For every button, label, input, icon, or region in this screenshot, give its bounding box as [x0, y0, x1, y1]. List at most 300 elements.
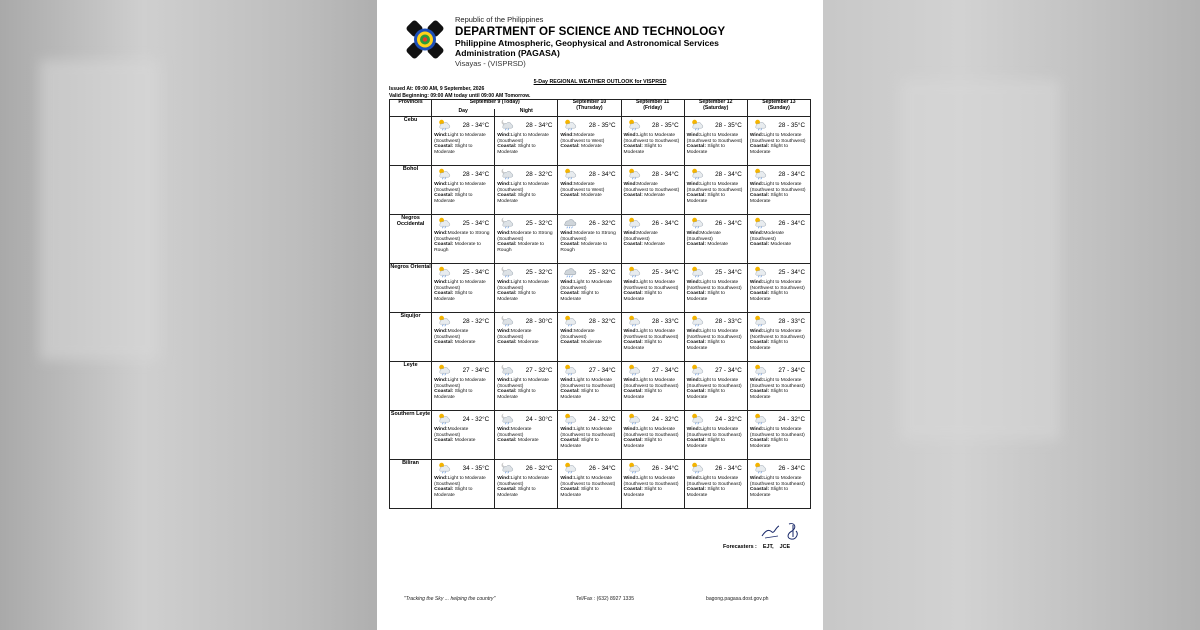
temperature-range: 28 - 34°C [588, 171, 616, 178]
temperature-range: 28 - 34°C [525, 122, 553, 129]
coastal-value: Slight to Moderate [623, 487, 662, 499]
coastal-forecast [624, 291, 683, 302]
coastal-label: Coastal: [434, 144, 454, 150]
coastal-label: Coastal: [560, 487, 580, 493]
forecast-cell [684, 460, 747, 509]
temperature-range: 28 - 32°C [588, 318, 616, 325]
night-cloud-rain-icon [499, 413, 515, 425]
table-row [390, 264, 811, 313]
coastal-value: Slight to Moderate [686, 340, 725, 352]
coastal-value: Slight to Moderate [623, 144, 662, 156]
coastal-label: Coastal: [560, 438, 580, 444]
wind-value: Light to Moderate (Southwest) [434, 133, 486, 144]
wind-forecast [434, 133, 493, 144]
coastal-label: Coastal: [686, 438, 706, 444]
partly-cloudy-rain-icon [689, 413, 705, 425]
night-header: Night [495, 109, 558, 117]
coastal-forecast [434, 438, 493, 444]
coastal-value: Moderate [517, 340, 539, 346]
wind-label: Wind: [560, 378, 574, 383]
wind-label: Wind: [623, 476, 638, 481]
wind-label: Wind: [749, 378, 764, 383]
wind-value: Light to Moderate (Southwest to Southeast) [686, 476, 742, 487]
region-label: Visayas - (VISPRSD) [455, 59, 526, 69]
temperature-range: 26 - 34°C [588, 465, 616, 472]
coastal-value: Slight to Moderate [686, 487, 725, 499]
partly-cloudy-rain-icon [626, 266, 642, 278]
wind-forecast [497, 329, 556, 340]
wind-forecast [624, 427, 683, 438]
coastal-label: Coastal: [497, 389, 517, 395]
wind-label: Wind: [560, 329, 574, 334]
wind-forecast [560, 280, 619, 291]
forecasters-line: Forecasters : EJT, JCE [723, 544, 791, 550]
coastal-label: Coastal: [434, 193, 454, 199]
coastal-value: Slight to Moderate [749, 291, 789, 303]
wind-value: Light to Moderate (Southwest to Southeast) [749, 427, 805, 438]
coastal-value: Slight to Moderate [560, 291, 599, 303]
coastal-value: Slight to Moderate [749, 389, 789, 401]
temperature-range: 28 - 32°C [525, 171, 553, 178]
coastal-label: Coastal: [560, 144, 580, 150]
coastal-value: Slight to Moderate [749, 193, 789, 205]
coastal-forecast [434, 340, 493, 346]
partly-cloudy-rain-icon [626, 462, 642, 474]
province-name: Negros Oriental [390, 264, 432, 313]
forecast-cell [747, 264, 810, 313]
temperature-range: 28 - 35°C [778, 122, 805, 129]
wind-value: Light to Moderate (Southwest) [434, 182, 486, 193]
forecast-cell [495, 411, 558, 460]
coastal-label: Coastal: [686, 193, 706, 199]
partly-cloudy-rain-icon [626, 315, 642, 327]
background-patch [900, 80, 1060, 440]
wind-forecast [560, 133, 619, 144]
dost-logo-icon [405, 19, 445, 61]
wind-label: Wind: [686, 280, 701, 285]
forecast-cell [432, 264, 495, 313]
night-cloud-rain-icon [499, 217, 515, 229]
wind-forecast [497, 476, 556, 487]
wind-label: Wind: [686, 476, 701, 481]
agency-line-2: Administration (PAGASA) [455, 47, 560, 58]
coastal-value: Slight to Moderate [497, 487, 536, 499]
wind-label: Wind: [623, 133, 638, 138]
wind-label: Wind: [686, 231, 701, 236]
coastal-forecast [624, 193, 683, 199]
signature-jce [781, 521, 803, 541]
forecast-cell [684, 411, 747, 460]
coastal-label: Coastal: [497, 193, 517, 199]
coastal-forecast [750, 242, 809, 248]
wind-value: Moderate (Southwest) [623, 231, 658, 242]
forecast-cell [558, 362, 621, 411]
date-header: September 13 (Sunday) [747, 100, 810, 117]
wind-value: Light to Moderate (Southwest) [497, 133, 549, 144]
wind-label: Wind: [497, 427, 511, 432]
temperature-range: 28 - 34°C [462, 171, 490, 178]
forecast-cell [432, 362, 495, 411]
temperature-range: 25 - 32°C [525, 220, 553, 227]
forecast-cell [558, 460, 621, 509]
coastal-forecast [497, 487, 556, 498]
coastal-forecast [560, 144, 619, 150]
forecast-cell [558, 313, 621, 362]
wind-value: Light to Moderate (Northwest to Southwest) [623, 280, 679, 291]
forecast-cell [747, 166, 810, 215]
coastal-forecast [624, 340, 683, 351]
wind-label: Wind: [434, 133, 448, 138]
wind-forecast [687, 231, 746, 242]
coastal-label: Coastal: [497, 487, 517, 493]
night-cloud-rain-icon [499, 462, 515, 474]
wind-forecast [560, 329, 619, 340]
wind-label: Wind: [749, 133, 764, 138]
coastal-value: Slight to Moderate [560, 438, 599, 450]
coastal-value: Slight to Moderate [623, 340, 662, 352]
coastal-label: Coastal: [686, 487, 706, 493]
temperature-range: 27 - 34°C [462, 367, 490, 374]
province-name: Cebu [390, 117, 432, 166]
wind-forecast [687, 378, 746, 389]
coastal-value: Slight to Moderate [497, 291, 536, 303]
wind-label: Wind: [434, 280, 448, 285]
coastal-value: Slight to Moderate [686, 144, 725, 156]
wind-value: Light to Moderate (Southwest) [497, 182, 549, 193]
forecast-cell [558, 215, 621, 264]
coastal-value: Moderate to Rough [434, 242, 481, 254]
wind-label: Wind: [623, 329, 638, 334]
forecast-cell [747, 460, 810, 509]
wind-forecast [687, 427, 746, 438]
coastal-forecast [497, 340, 556, 346]
coastal-forecast [560, 291, 619, 302]
partly-cloudy-rain-icon [689, 119, 705, 131]
forecast-cell [684, 362, 747, 411]
temperature-range: 28 - 33°C [652, 318, 679, 325]
department-name: DEPARTMENT OF SCIENCE AND TECHNOLOGY [455, 24, 726, 38]
coastal-label: Coastal: [434, 340, 454, 346]
wind-forecast [497, 280, 556, 291]
temperature-range: 25 - 34°C [778, 269, 805, 276]
coastal-value: Moderate [644, 193, 665, 199]
partly-cloudy-rain-icon [626, 168, 642, 180]
partly-cloudy-rain-icon [436, 266, 452, 278]
province-name: Siquijor [390, 313, 432, 362]
coastal-label: Coastal: [686, 291, 706, 297]
partly-cloudy-rain-icon [752, 364, 768, 376]
wind-value: Light to Moderate (Southwest to Southwest) [623, 133, 680, 144]
wind-value: Light to Moderate (Southwest to Southeast) [623, 476, 679, 487]
table-row [390, 215, 811, 264]
coastal-label: Coastal: [686, 389, 706, 395]
wind-forecast [434, 476, 493, 487]
coastal-label: Coastal: [749, 291, 770, 297]
coastal-value: Moderate [581, 340, 602, 346]
night-cloud-rain-icon [499, 119, 515, 131]
coastal-value: Slight to Moderate [434, 487, 473, 499]
temperature-range: 28 - 34°C [462, 122, 490, 129]
coastal-forecast [687, 242, 746, 248]
wind-forecast [560, 427, 619, 438]
issued-at: Issued At: 09:00 AM, 9 September, 2026 [389, 86, 485, 92]
forecast-cell [621, 362, 684, 411]
coastal-forecast [434, 487, 493, 498]
coastal-forecast [750, 340, 809, 351]
temperature-range: 25 - 32°C [525, 269, 553, 276]
forecast-cell [558, 264, 621, 313]
coastal-value: Slight to Moderate [686, 291, 725, 303]
wind-value: Light to Moderate (Southwest) [434, 476, 486, 487]
wind-label: Wind: [497, 329, 511, 334]
coastal-value: Slight to Moderate [749, 144, 789, 156]
wind-label: Wind: [623, 427, 638, 432]
wind-value: Moderate (Southwest) [434, 329, 469, 340]
cloud-rain-icon [562, 266, 578, 278]
partly-cloudy-rain-icon [626, 364, 642, 376]
temperature-range: 24 - 32°C [778, 416, 805, 423]
temperature-range: 27 - 34°C [652, 367, 679, 374]
temperature-range: 25 - 34°C [652, 269, 679, 276]
province-name: Southern Leyte [390, 411, 432, 460]
coastal-label: Coastal: [686, 340, 706, 346]
weather-outlook-table [389, 99, 811, 509]
temperature-range: 28 - 34°C [778, 171, 805, 178]
table-row [390, 460, 811, 509]
coastal-value: Slight to Moderate [434, 291, 473, 303]
temperature-range: 26 - 34°C [715, 220, 742, 227]
coastal-forecast [560, 242, 619, 253]
temperature-range: 27 - 34°C [778, 367, 805, 374]
wind-label: Wind: [497, 182, 511, 187]
wind-value: Moderate (Southwest to West) [560, 182, 605, 193]
wind-value: Light to Moderate (Southwest to Southeast) [686, 378, 742, 389]
wind-value: Light to Moderate (Southwest) [497, 476, 549, 487]
wind-forecast [624, 378, 683, 389]
coastal-value: Moderate to Rough [560, 242, 608, 254]
partly-cloudy-rain-icon [626, 119, 642, 131]
wind-label: Wind: [686, 427, 701, 432]
coastal-label: Coastal: [497, 438, 517, 444]
coastal-value: Slight to Moderate [497, 389, 536, 401]
wind-label: Wind: [686, 378, 701, 383]
province-name: Leyte [390, 362, 432, 411]
coastal-label: Coastal: [749, 389, 770, 395]
coastal-label: Coastal: [497, 291, 517, 297]
forecast-cell [432, 411, 495, 460]
coastal-label: Coastal: [623, 144, 643, 150]
wind-forecast [624, 231, 683, 242]
date-header: September 12 (Saturday) [684, 100, 747, 117]
forecast-cell [621, 460, 684, 509]
wind-forecast [560, 476, 619, 487]
wind-label: Wind: [749, 280, 764, 285]
coastal-forecast [750, 438, 809, 449]
forecast-cell [621, 411, 684, 460]
wind-value: Light to Moderate (Southwest to Southwest) [686, 182, 743, 193]
coastal-label: Coastal: [749, 193, 770, 199]
wind-label: Wind: [560, 427, 574, 432]
wind-value: Light to Moderate (Southwest to Southeast) [560, 427, 616, 438]
temperature-range: 24 - 32°C [652, 416, 679, 423]
partly-cloudy-rain-icon [752, 168, 768, 180]
wind-value: Moderate to Strong (Southwest) [497, 231, 553, 242]
coastal-label: Coastal: [623, 340, 643, 346]
wind-label: Wind: [560, 476, 574, 481]
coastal-value: Slight to Moderate [686, 389, 725, 401]
partly-cloudy-rain-icon [689, 217, 705, 229]
wind-value: Moderate (Southwest) [686, 231, 721, 242]
forecast-cell [432, 117, 495, 166]
forecast-cell [432, 313, 495, 362]
wind-forecast [750, 378, 809, 389]
night-cloud-rain-icon [499, 315, 515, 327]
wind-label: Wind: [686, 329, 701, 334]
partly-cloudy-rain-icon [689, 315, 705, 327]
coastal-forecast [434, 291, 493, 302]
coastal-value: Slight to Moderate [497, 144, 536, 156]
forecast-cell [684, 166, 747, 215]
coastal-label: Coastal: [560, 389, 580, 395]
forecast-cell [495, 313, 558, 362]
wind-forecast [434, 329, 493, 340]
wind-value: Moderate (Southwest) [560, 329, 595, 340]
wind-label: Wind: [560, 280, 574, 285]
coastal-label: Coastal: [560, 340, 580, 346]
forecast-cell [684, 215, 747, 264]
coastal-label: Coastal: [749, 438, 770, 444]
wind-forecast [687, 476, 746, 487]
night-cloud-rain-icon [499, 266, 515, 278]
coastal-value: Moderate [581, 193, 602, 199]
wind-forecast [750, 476, 809, 487]
wind-label: Wind: [749, 182, 764, 187]
forecast-cell [432, 460, 495, 509]
issuance-info [389, 86, 530, 99]
table-row [390, 313, 811, 362]
coastal-forecast [687, 487, 746, 498]
wind-value: Light to Moderate (Southwest to Southeast) [623, 427, 679, 438]
forecast-cell [621, 313, 684, 362]
coastal-label: Coastal: [497, 340, 517, 346]
temperature-range: 25 - 32°C [588, 269, 616, 276]
wind-forecast [560, 231, 619, 242]
coastal-value: Moderate [454, 438, 476, 444]
temperature-range: 24 - 30°C [525, 416, 553, 423]
coastal-label: Coastal: [560, 193, 580, 199]
forecast-cell [495, 117, 558, 166]
wind-label: Wind: [434, 182, 448, 187]
wind-label: Wind: [560, 133, 574, 138]
forecast-cell [495, 460, 558, 509]
coastal-forecast [560, 438, 619, 449]
coastal-forecast [687, 144, 746, 155]
valid-period: Valid Beginning: 09:00 AM today until 09:00 AM Tomorrow. [389, 92, 531, 99]
temperature-range: 27 - 34°C [715, 367, 742, 374]
partly-cloudy-rain-icon [752, 462, 768, 474]
temperature-range: 26 - 32°C [525, 465, 553, 472]
partly-cloudy-rain-icon [562, 168, 578, 180]
temperature-range: 28 - 32°C [462, 318, 490, 325]
coastal-forecast [687, 340, 746, 351]
wind-value: Light to Moderate (Southwest to Southwest) [749, 182, 806, 193]
temperature-range: 28 - 34°C [715, 171, 742, 178]
wind-forecast [560, 182, 619, 193]
forecast-cell [432, 166, 495, 215]
coastal-label: Coastal: [623, 291, 643, 297]
coastal-label: Coastal: [686, 144, 706, 150]
wind-forecast [497, 231, 556, 242]
coastal-label: Coastal: [434, 438, 454, 444]
partly-cloudy-rain-icon [436, 119, 452, 131]
coastal-value: Slight to Moderate [434, 389, 473, 401]
coastal-label: Coastal: [560, 291, 580, 297]
date-header: September 11 (Friday) [621, 100, 684, 117]
signature-ejt [760, 521, 782, 541]
temperature-range: 26 - 32°C [588, 220, 616, 227]
coastal-value: Moderate to Rough [497, 242, 544, 254]
coastal-forecast [624, 144, 683, 155]
wind-label: Wind: [434, 427, 448, 432]
temperature-range: 25 - 34°C [462, 269, 490, 276]
wind-value: Light to Moderate (Northwest to Southwest) [749, 329, 805, 340]
temperature-range: 28 - 35°C [588, 122, 616, 129]
wind-value: Light to Moderate (Southwest) [497, 280, 549, 291]
wind-label: Wind: [623, 231, 638, 236]
coastal-forecast [687, 389, 746, 400]
wind-value: Light to Moderate (Southwest to Southeast) [560, 476, 616, 487]
temperature-range: 28 - 30°C [525, 318, 553, 325]
coastal-forecast [624, 389, 683, 400]
wind-forecast [624, 280, 683, 291]
coastal-label: Coastal: [749, 242, 770, 248]
partly-cloudy-rain-icon [626, 217, 642, 229]
wind-value: Moderate to Strong (Southwest) [560, 231, 616, 242]
partly-cloudy-rain-icon [752, 266, 768, 278]
forecast-cell [432, 215, 495, 264]
partly-cloudy-rain-icon [562, 315, 578, 327]
wind-forecast [750, 280, 809, 291]
coastal-value: Slight to Moderate [686, 193, 725, 205]
wind-forecast [624, 329, 683, 340]
coastal-forecast [434, 144, 493, 155]
wind-forecast [750, 133, 809, 144]
coastal-label: Coastal: [749, 487, 770, 493]
provinces-header: Provinces [390, 100, 432, 117]
coastal-value: Slight to Moderate [560, 389, 599, 401]
footer-telfax: Tel/Fax : (632) 8927 1335 [576, 596, 635, 602]
forecast-cell [684, 117, 747, 166]
coastal-value: Slight to Moderate [749, 438, 789, 450]
coastal-label: Coastal: [749, 144, 770, 150]
forecast-cell [495, 215, 558, 264]
coastal-value: Slight to Moderate [749, 487, 789, 499]
wind-forecast [687, 182, 746, 193]
coastal-forecast [750, 193, 809, 204]
forecast-cell [747, 411, 810, 460]
wind-value: Moderate (Southwest to West) [560, 133, 605, 144]
coastal-forecast [497, 291, 556, 302]
wind-value: Light to Moderate (Southwest to Southeast) [686, 427, 742, 438]
coastal-label: Coastal: [623, 389, 643, 395]
wind-forecast [434, 231, 493, 242]
coastal-forecast [750, 291, 809, 302]
wind-label: Wind: [749, 329, 764, 334]
temperature-range: 25 - 34°C [715, 269, 742, 276]
coastal-label: Coastal: [434, 389, 454, 395]
forecast-cell [495, 264, 558, 313]
province-name: Negros Occidental [390, 215, 432, 264]
